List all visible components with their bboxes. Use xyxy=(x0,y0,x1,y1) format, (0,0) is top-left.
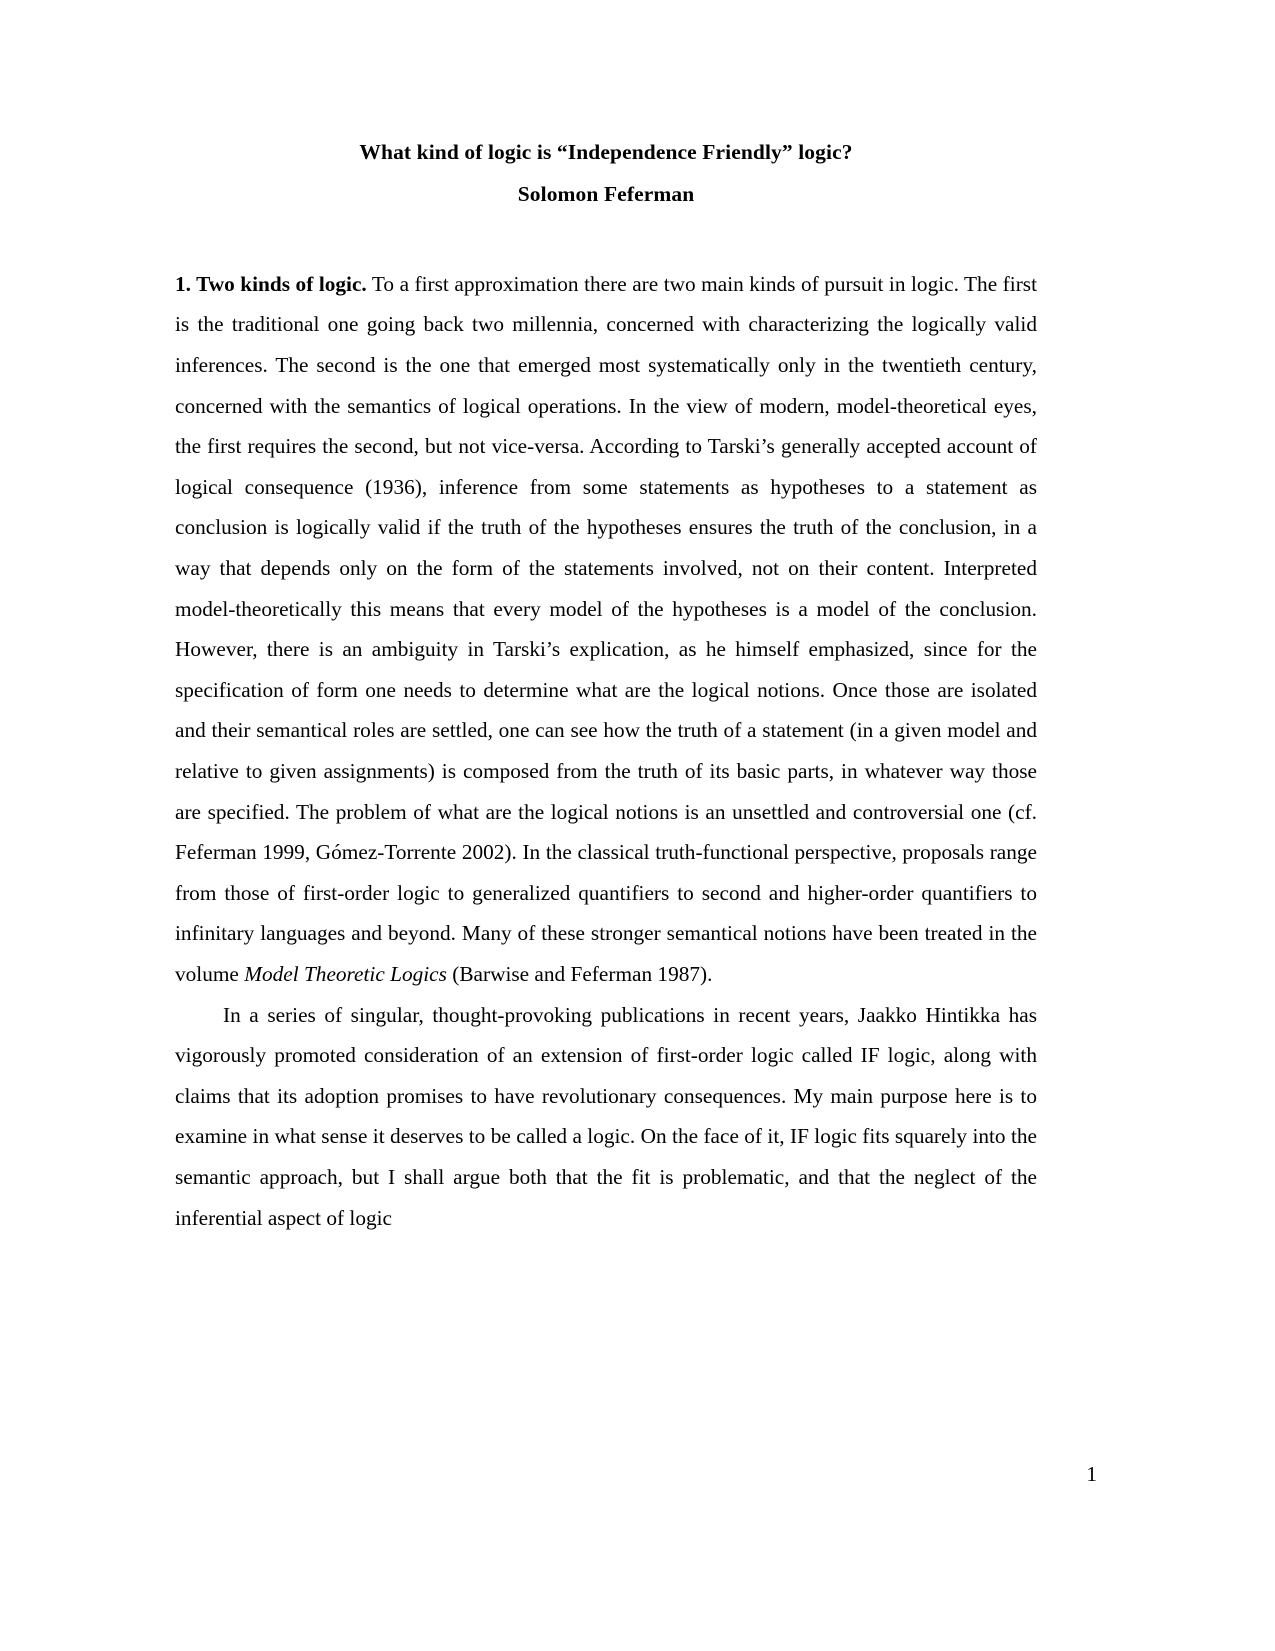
page-number: 1 xyxy=(1086,1462,1097,1486)
paragraph-one xyxy=(175,264,1037,995)
paragraph-one-tail: (Barwise and Feferman 1987). xyxy=(446,961,713,986)
header-spacer xyxy=(175,216,1037,264)
document-author: Solomon Feferman xyxy=(517,181,695,206)
cited-volume-title: Model Theoretic Logics xyxy=(244,961,447,986)
section-heading-one: 1. Two kinds of logic. xyxy=(175,271,367,296)
page-content xyxy=(175,132,1037,1238)
paragraph-two: In a series of singular, thought-provoking publications in recent years, Jaakko Hintikka has vigorously promoted consideration of an extension of first-order logic called IF logic, along with claims that its adoption promises to have revolutionary consequences. My main purpose here is to examine in what sense it deserves to be called a logic. On the face of it, IF logic fits squarely into the semantic approach, but I shall argue both that the fit is problematic, and that the neglect of the inferential aspect of logic xyxy=(175,1002,1037,1230)
paragraph-one-body: To a first approximation there are two main kinds of pursuit in logic. The first is the traditional one going back two millennia, concerned with characterizing the logically valid inferences. The second is the one that emerged most systematically only in the twentieth century, concerned with the semantics of logical operations. In the view of modern, model-theoretical eyes, the first requires the second, but not vice-versa. According to Tarski’s generally accepted account of logical consequence (1936), inference from some statements as hypotheses to a statement as conclusion is logically valid if the truth of the hypotheses ensures the truth of the conclusion, in a way that depends only on the form of the statements involved, not on their content. Interpreted model-theoretically this means that every model of the hypotheses is a model of the conclusion. However, there is an ambiguity in Tarski’s explication, as he himself emphasized, since for the specification of form one needs to determine what are the logical notions. Once those are isolated and their semantical roles are settled, one can see how the truth of a statement (in a given model and relative to given assignments) is composed from the truth of its basic parts, in whatever way those are specified. The problem of what are the logical notions is an unsettled and controversial one (cf. Feferman 1999, Gómez-Torrente 2002). In the classical truth-functional perspective, proposals range from those of first-order logic to generalized quantifiers to second and higher-order quantifiers to infinitary languages and beyond. Many of these stronger semantical notions have been treated in the volume xyxy=(175,271,1037,986)
page-title: What kind of logic is “Independence Friendly” logic? xyxy=(359,140,853,164)
